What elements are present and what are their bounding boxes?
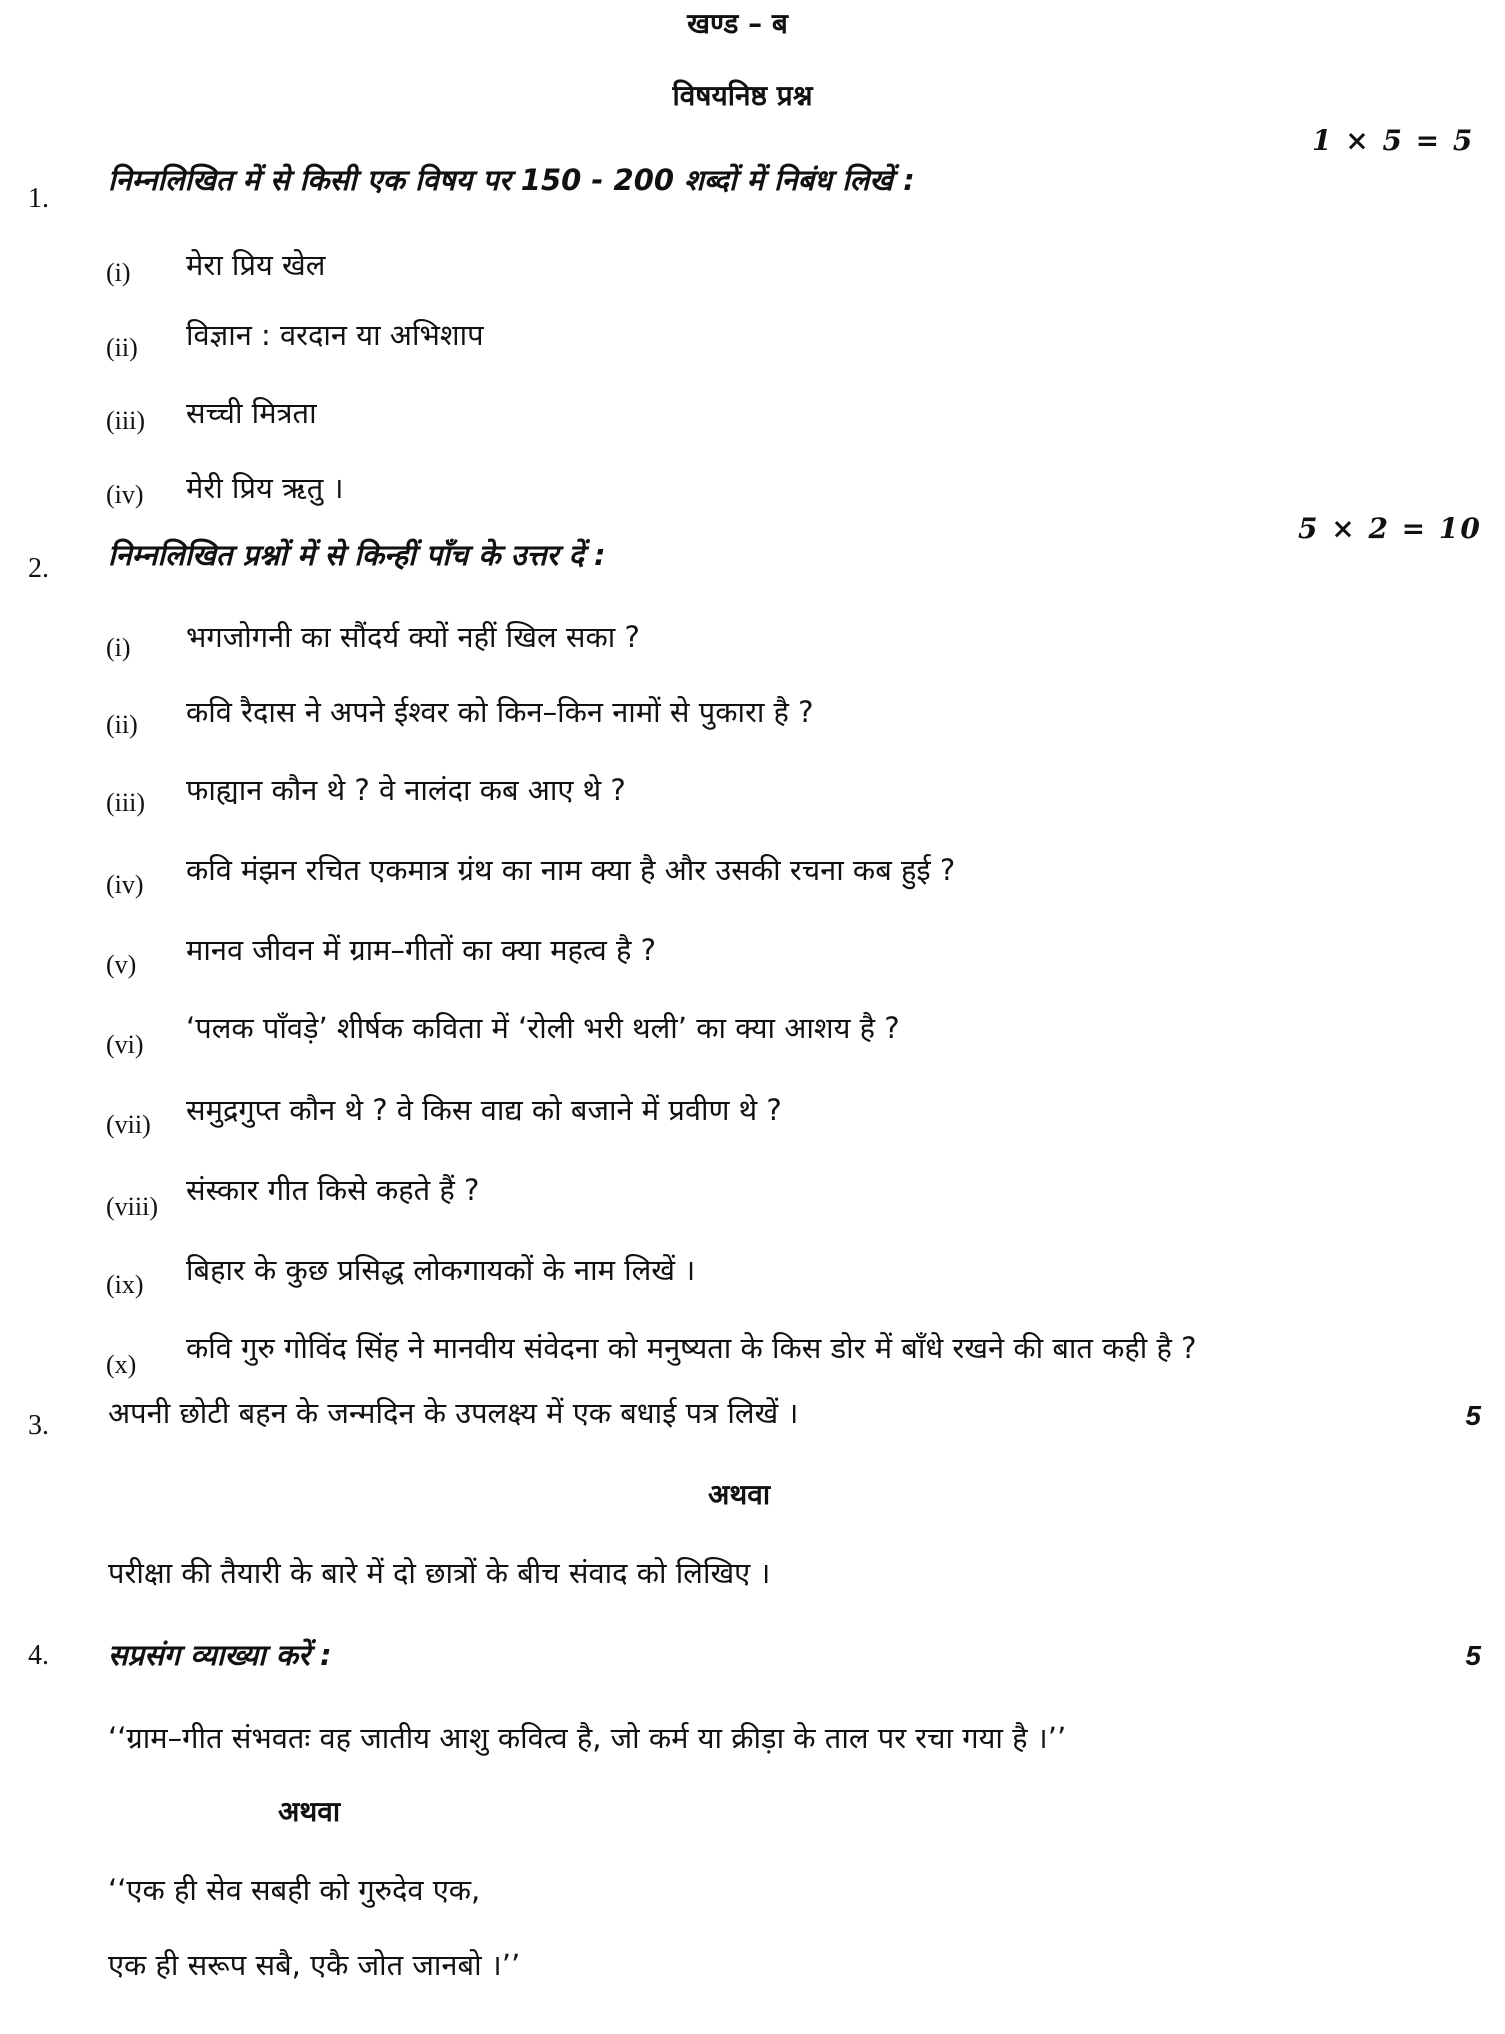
q2-option-text: संस्कार गीत किसे कहते हैं ? [186,1173,480,1207]
q2-option-label: (i) [106,633,131,662]
q1-option-label: (iv) [106,480,144,509]
q2-option-text: कवि मंझन रचित एकमात्र ग्रंथ का नाम क्या है और उसकी रचना कब हुई ? [186,853,956,887]
q1-option-text: मेरा प्रिय खेल [186,248,326,282]
q1-option-text: मेरी प्रिय ऋतु । [186,471,344,505]
q4-alt-quote-line2: एक ही सरूप सबै, एकै जोत जानबो ।’’ [108,1948,521,1982]
q3-number: 3. [28,1410,49,1441]
q4-marks: 5 [1465,1640,1481,1671]
q1-option-text: विज्ञान : वरदान या अभिशाप [186,318,484,352]
q2-option-text: मानव जीवन में ग्राम–गीतों का क्या महत्व है ? [186,933,656,967]
q4-instruction: सप्रसंग व्याख्या करें : [108,1638,332,1672]
q2-option-label: (vi) [106,1030,144,1059]
section-title: खण्ड – ब [687,7,788,40]
q1-marks: 1 × 5 = 5 [1312,124,1475,157]
q3-text: अपनी छोटी बहन के जन्मदिन के उपलक्ष्य में एक बधाई पत्र लिखें । [108,1396,799,1430]
q3-or-label: अथवा [708,1478,771,1511]
q2-option-text: समुद्रगुप्त कौन थे ? वे किस वाद्य को बजाने में प्रवीण थे ? [186,1093,782,1127]
q2-option-label: (viii) [106,1192,158,1221]
q1-option-label: (i) [106,258,131,287]
q2-option-text: कवि रैदास ने अपने ईश्वर को किन–किन नामों से पुकारा है ? [186,695,814,729]
q2-option-label: (iii) [106,788,145,817]
q4-or-label: अथवा [278,1795,341,1828]
q2-option-text: बिहार के कुछ प्रसिद्ध लोकगायकों के नाम लिखें । [186,1253,696,1287]
q2-option-label: (x) [106,1350,137,1379]
q3-alt-text: परीक्षा की तैयारी के बारे में दो छात्रों के बीच संवाद को लिखिए । [108,1556,771,1590]
q4-alt-quote-line1: ‘‘एक ही सेव सबही को गुरुदेव एक, [108,1873,481,1907]
q2-option-label: (ii) [106,710,138,739]
q2-option-text: ‘पलक पाँवड़े’ शीर्षक कविता में ‘रोली भरी थली’ का क्या आशय है ? [186,1011,900,1045]
q1-option-text: सच्ची मित्रता [186,396,317,430]
q1-option-label: (ii) [106,333,138,362]
q2-instruction: निम्नलिखित प्रश्नों में से किन्हीं पाँच के उत्तर दें : [108,538,606,572]
q1-option-label: (iii) [106,406,145,435]
q2-number: 2. [28,553,49,584]
section-subtitle: विषयनिष्ठ प्रश्न [672,79,813,112]
q2-option-label: (ix) [106,1270,144,1299]
q4-number: 4. [28,1640,49,1671]
q2-option-label: (v) [106,950,137,979]
q1-number: 1. [28,183,49,214]
q2-option-label: (vii) [106,1110,151,1139]
q1-instruction: निम्नलिखित में से किसी एक विषय पर 150 - 200 शब्दों में निबंध लिखें : [108,163,915,197]
q3-marks: 5 [1465,1400,1481,1431]
q2-option-text: कवि गुरु गोविंद सिंह ने मानवीय संवेदना को मनुष्यता के किस डोर में बाँधे रखने की बात कही है ? [186,1331,1197,1365]
q2-marks: 5 × 2 = 10 [1298,512,1482,545]
q4-quote: ‘‘ग्राम–गीत संभवतः वह जातीय आशु कवित्व है, जो कर्म या क्रीड़ा के ताल पर रचा गया है ।’’ [108,1721,1067,1755]
q2-option-label: (iv) [106,870,144,899]
q2-option-text: भगजोगनी का सौंदर्य क्यों नहीं खिल सका ? [186,620,640,654]
q2-option-text: फाह्यान कौन थे ? वे नालंदा कब आए थे ? [186,773,626,807]
